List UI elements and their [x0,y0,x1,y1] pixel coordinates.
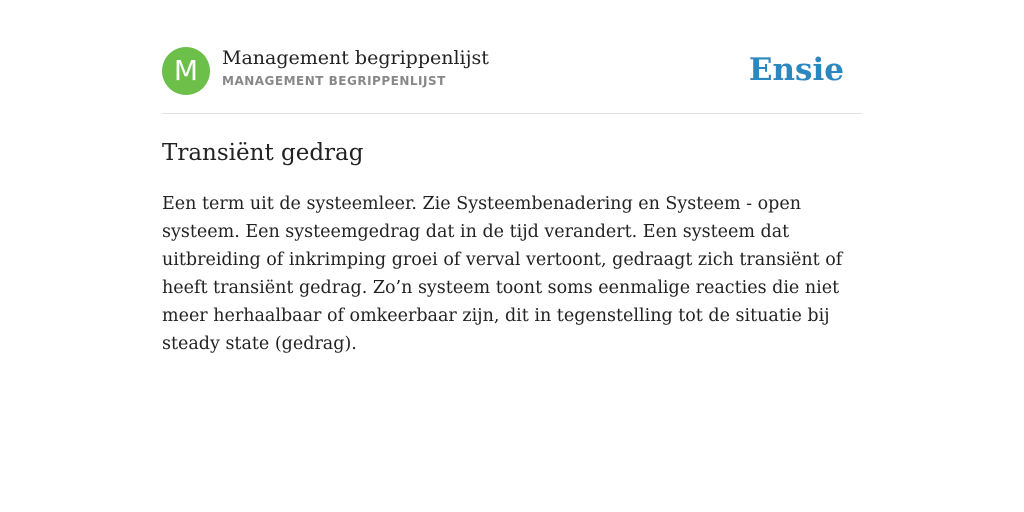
ensie-logo[interactable]: Ensie [748,52,844,88]
divider [162,113,862,114]
source-subtitle: MANAGEMENT BEGRIPPENLIJST [222,74,446,88]
source-title[interactable]: Management begrippenlijst [222,47,489,69]
avatar[interactable]: M [162,47,210,95]
entry-body: Een term uit de systeemleer. Zie Systeembenadering en Systeem - open systeem. Een systeemgedrag dat in de tijd verandert. Een systeem dat uitbreiding of inkrimping groei of verval vertoont, gedraagt zich transiënt of heeft transiënt gedrag. Zo’n systeem toont soms eenmalige reacties die niet meer herhaalbaar of omkeerbaar zijn, dit in tegenstelling tot de situatie bij steady state (gedrag). [162,194,843,354]
header [162,46,862,96]
entry-title: Transiënt gedrag [162,140,364,166]
